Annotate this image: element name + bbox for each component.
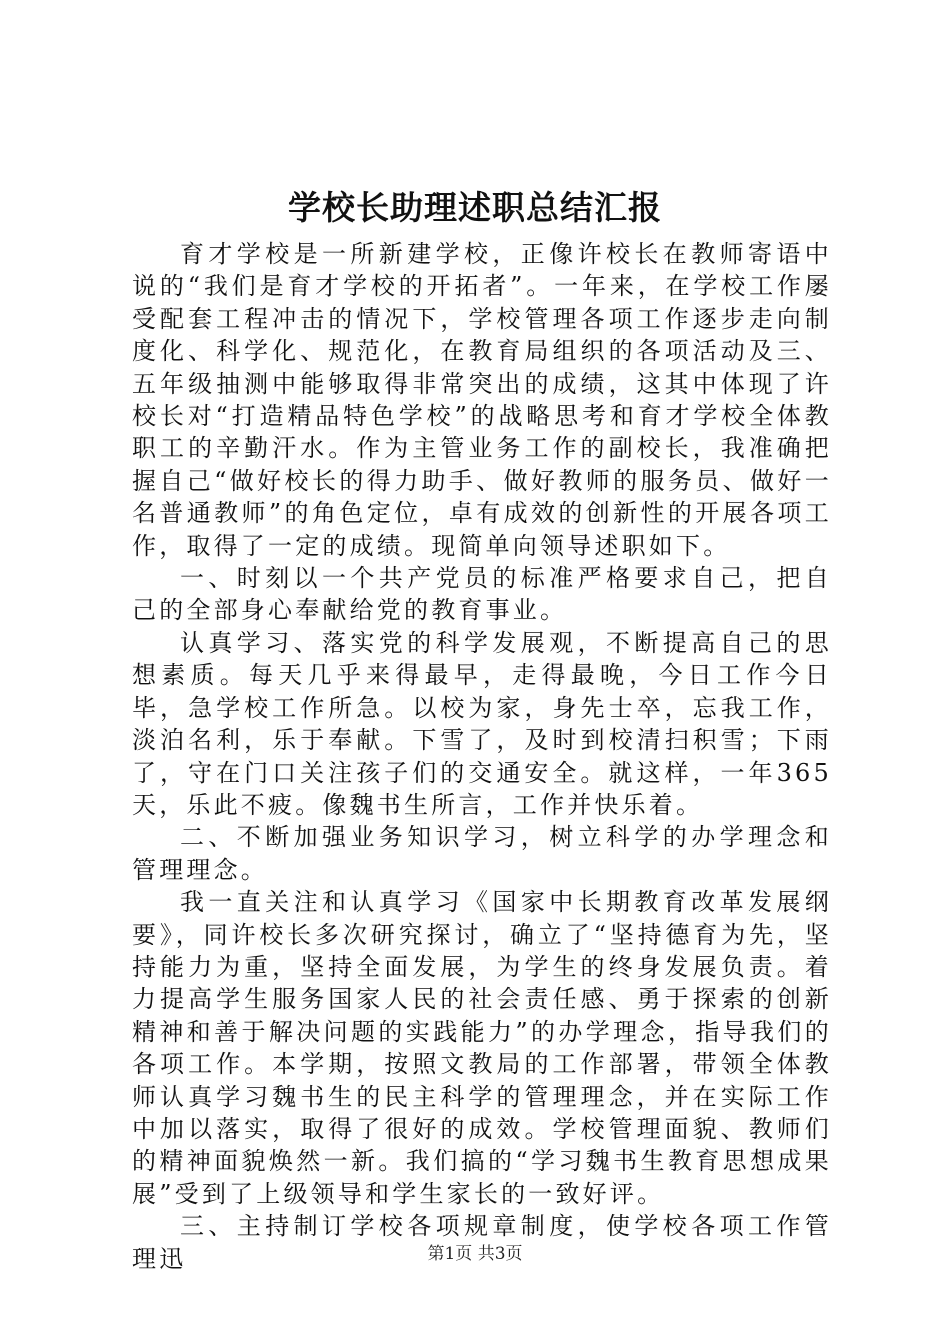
paragraph-philosophy: 我一直关注和认真学习《国家中长期教育改革发展纲要》，同许校长多次研究探讨，确立了“坚持德育为先，坚持能力为重，坚持全面发展，为学生的终身发展负责。着力提高学生服务国家人民的社会责任感、勇于探索的创新精神和善于解决问题的实践能力”的办学理念，指导我们的各项工作。本学期，按照文教局的工作部署，带领全体教师认真学习魏书生的民主科学的管理理念，并在实际工作中加以落实，取得了很好的成效。学校管理面貌、教师们的精神面貌焕然一新。我们搞的“学习魏书生教育思想成果展”受到了上级领导和学生家长的一致好评。 <box>132 888 832 1208</box>
paragraph-heading-three: 三、主持制订学校各项规章制度，使学校各项工作管理迅 <box>132 1212 832 1273</box>
paragraph-study: 认真学习、落实党的科学发展观，不断提高自己的思想素质。每天几乎来得最早，走得最晚，今日工作今日毕，急学校工作所急。以校为家，身先士卒，忘我工作，淡泊名利，乐于奉献。下雪了，及时到校清扫积雪；下雨了，守在门口关注孩子们的交通安全。就这样，一年365天，乐此不疲。像魏书生所言，工作并快乐着。 <box>132 628 832 819</box>
paragraph-heading-one: 一、时刻以一个共产党员的标准严格要求自己，把自己的全部身心奉献给党的教育事业。 <box>132 564 832 625</box>
page-number-footer: 第1页 共3页 <box>427 1244 523 1264</box>
paragraph-heading-two: 二、不断加强业务知识学习，树立科学的办学理念和管理理念。 <box>132 823 832 884</box>
document-title: 学校长助理述职总结汇报 <box>288 188 662 227</box>
paragraph-intro: 育才学校是一所新建学校，正像许校长在教师寄语中说的“我们是育才学校的开拓者”。一年来，在学校工作屡受配套工程冲击的情况下，学校管理各项工作逐步走向制度化、科学化、规范化，在教育局组织的各项活动及三、五年级抽测中能够取得非常突出的成绩，这其中体现了许校长对“打造精品特色学校”的战略思考和育才学校全体教职工的辛勤汗水。作为主管业务工作的副校长，我准确把握自己“做好校长的得力助手、做好教师的服务员、做好一名普通教师”的角色定位，卓有成效的创新性的开展各项工作，取得了一定的成绩。现简单向领导述职如下。 <box>132 240 832 560</box>
document-body <box>132 238 832 1275</box>
